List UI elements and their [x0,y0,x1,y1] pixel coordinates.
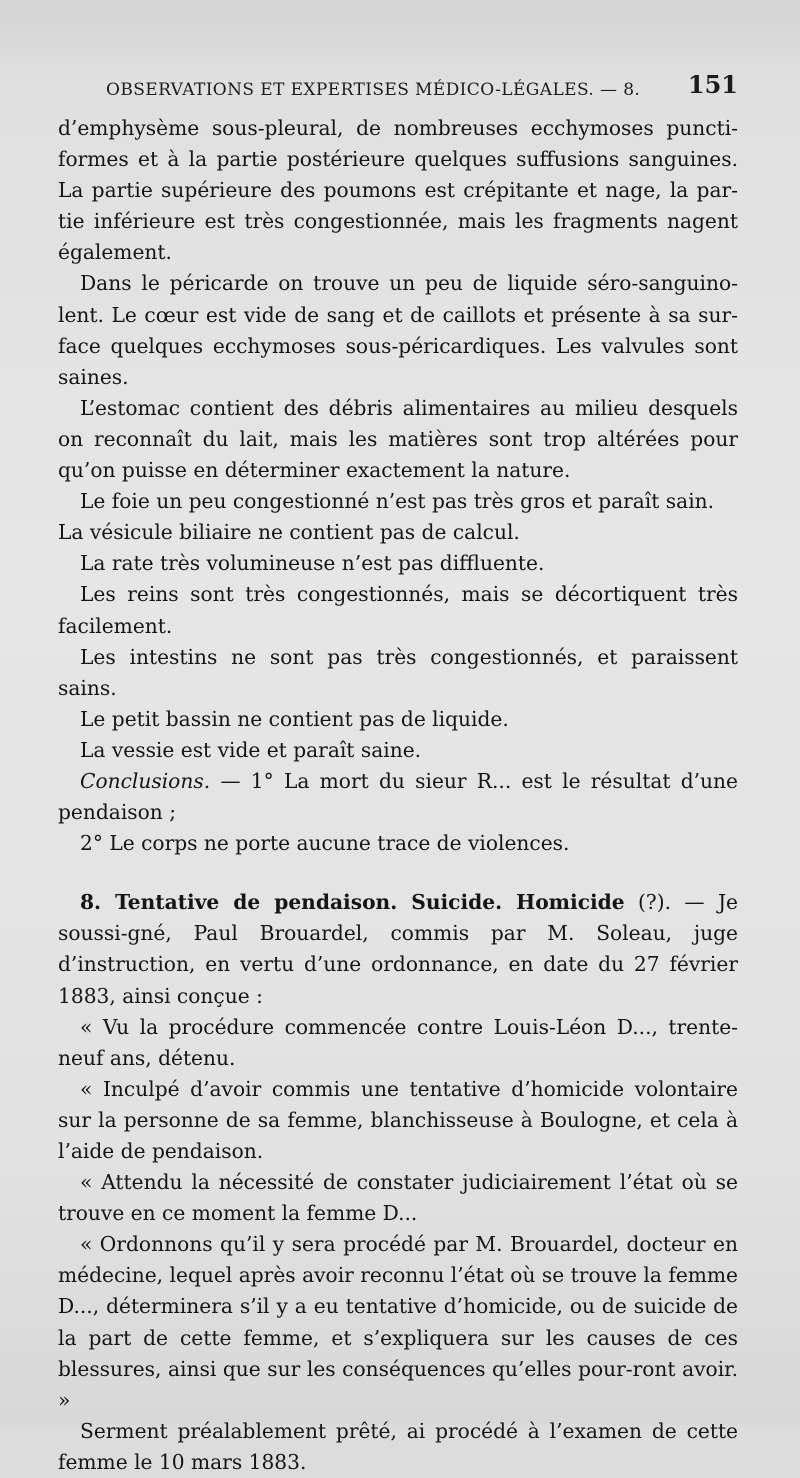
quote-procedure: « Vu la procédure commencée contre Louis-Léon D..., trente-neuf ans, détenu. [58,1014,738,1070]
section-8-number: 8. [80,890,102,915]
paragraph-pericardium: Dans le péricarde on trouve un peu de liquide séro-sanguino-lent. Le cœur est vide de sang et de caillots et présente à sa sur-face quelques ecchymoses sous-péricardiques. Les valvules sont saines. [58,271,738,389]
conclusions-text: — 1° La mort du sieur R... est le résultat d’une pendaison ; [58,768,738,825]
paragraph-kidneys: Les reins sont très congestionnés, mais se décortiquent très facilement. [58,582,738,638]
section-8-heading-paragraph [58,887,738,1011]
quote-ordonnons: « Ordonnons qu’il y sera procédé par M. Brouardel, docteur en médecine, lequel après avoir reconnu l’état où se trouve la femme D..., déterminera s’il y a eu tentative d’homicide, ou de suicide de la part de cette femme, et s’expliquera sur les causes de ces blessures, ainsi que sur les conséquences qu’elles pour-ront avoir. » [58,1232,738,1412]
paragraph-conclusion-2: 2° Le corps ne porte aucune trace de violences. [80,831,570,856]
paragraph-gallbladder: La vésicule biliaire ne contient pas de calcul. [58,520,520,545]
section-8-heading: Tentative de pendaison. Suicide. Homicide [101,890,625,915]
paragraph-bladder: La vessie est vide et paraît saine. [80,737,422,762]
paragraph-liver: Le foie un peu congestionné n’est pas très gros et paraît sain. [80,489,715,514]
page-number: 151 [687,70,738,99]
section-gap [58,859,738,887]
body-text [58,113,738,1478]
paragraph-conclusions [58,766,738,828]
paragraph-pelvis: Le petit bassin ne contient pas de liquide. [80,706,509,731]
section-8-intro: (?). — Je soussi-gné, Paul Brouardel, commis par M. Soleau, juge d’instruction, en vertu d’une ordonnance, en date du 27 février 1883, ainsi conçue : [58,890,738,1008]
quote-inculpe: « Inculpé d’avoir commis une tentative d’homicide volontaire sur la personne de sa femme, blanchisseuse à Boulogne, et cela à l’aide de pendaison. [58,1076,738,1163]
running-header [60,60,740,108]
paragraph-lungs: d’emphysème sous-pleural, de nombreuses ecchymoses puncti-formes et à la partie postérieure quelques suffusions sanguines. La partie supérieure des poumons est crépitante et nage, la par-tie inférieure est très congestionnée, mais les fragments nagent également. [58,116,738,265]
paragraph-serment: Serment préalablement prêté, ai procédé à l’examen de cette femme le 10 mars 1883. [58,1418,738,1474]
quote-attendu: « Attendu la nécessité de constater judiciairement l’état où se trouve en ce moment la femme D... [58,1170,738,1226]
conclusions-label: Conclusions. [80,768,211,793]
running-header-title: OBSERVATIONS ET EXPERTISES MÉDICO-LÉGALES. — 8. [106,80,641,100]
paragraph-intestines: Les intestins ne sont pas très congestionnés, et paraissent sains. [58,644,738,700]
paragraph-stomach: L’estomac contient des débris alimentaires au milieu desquels on reconnaît du lait, mais les matières sont trop altérées pour qu’on puisse en déterminer exactement la nature. [58,395,738,483]
paragraph-spleen: La rate très volumineuse n’est pas diffluente. [80,551,545,576]
